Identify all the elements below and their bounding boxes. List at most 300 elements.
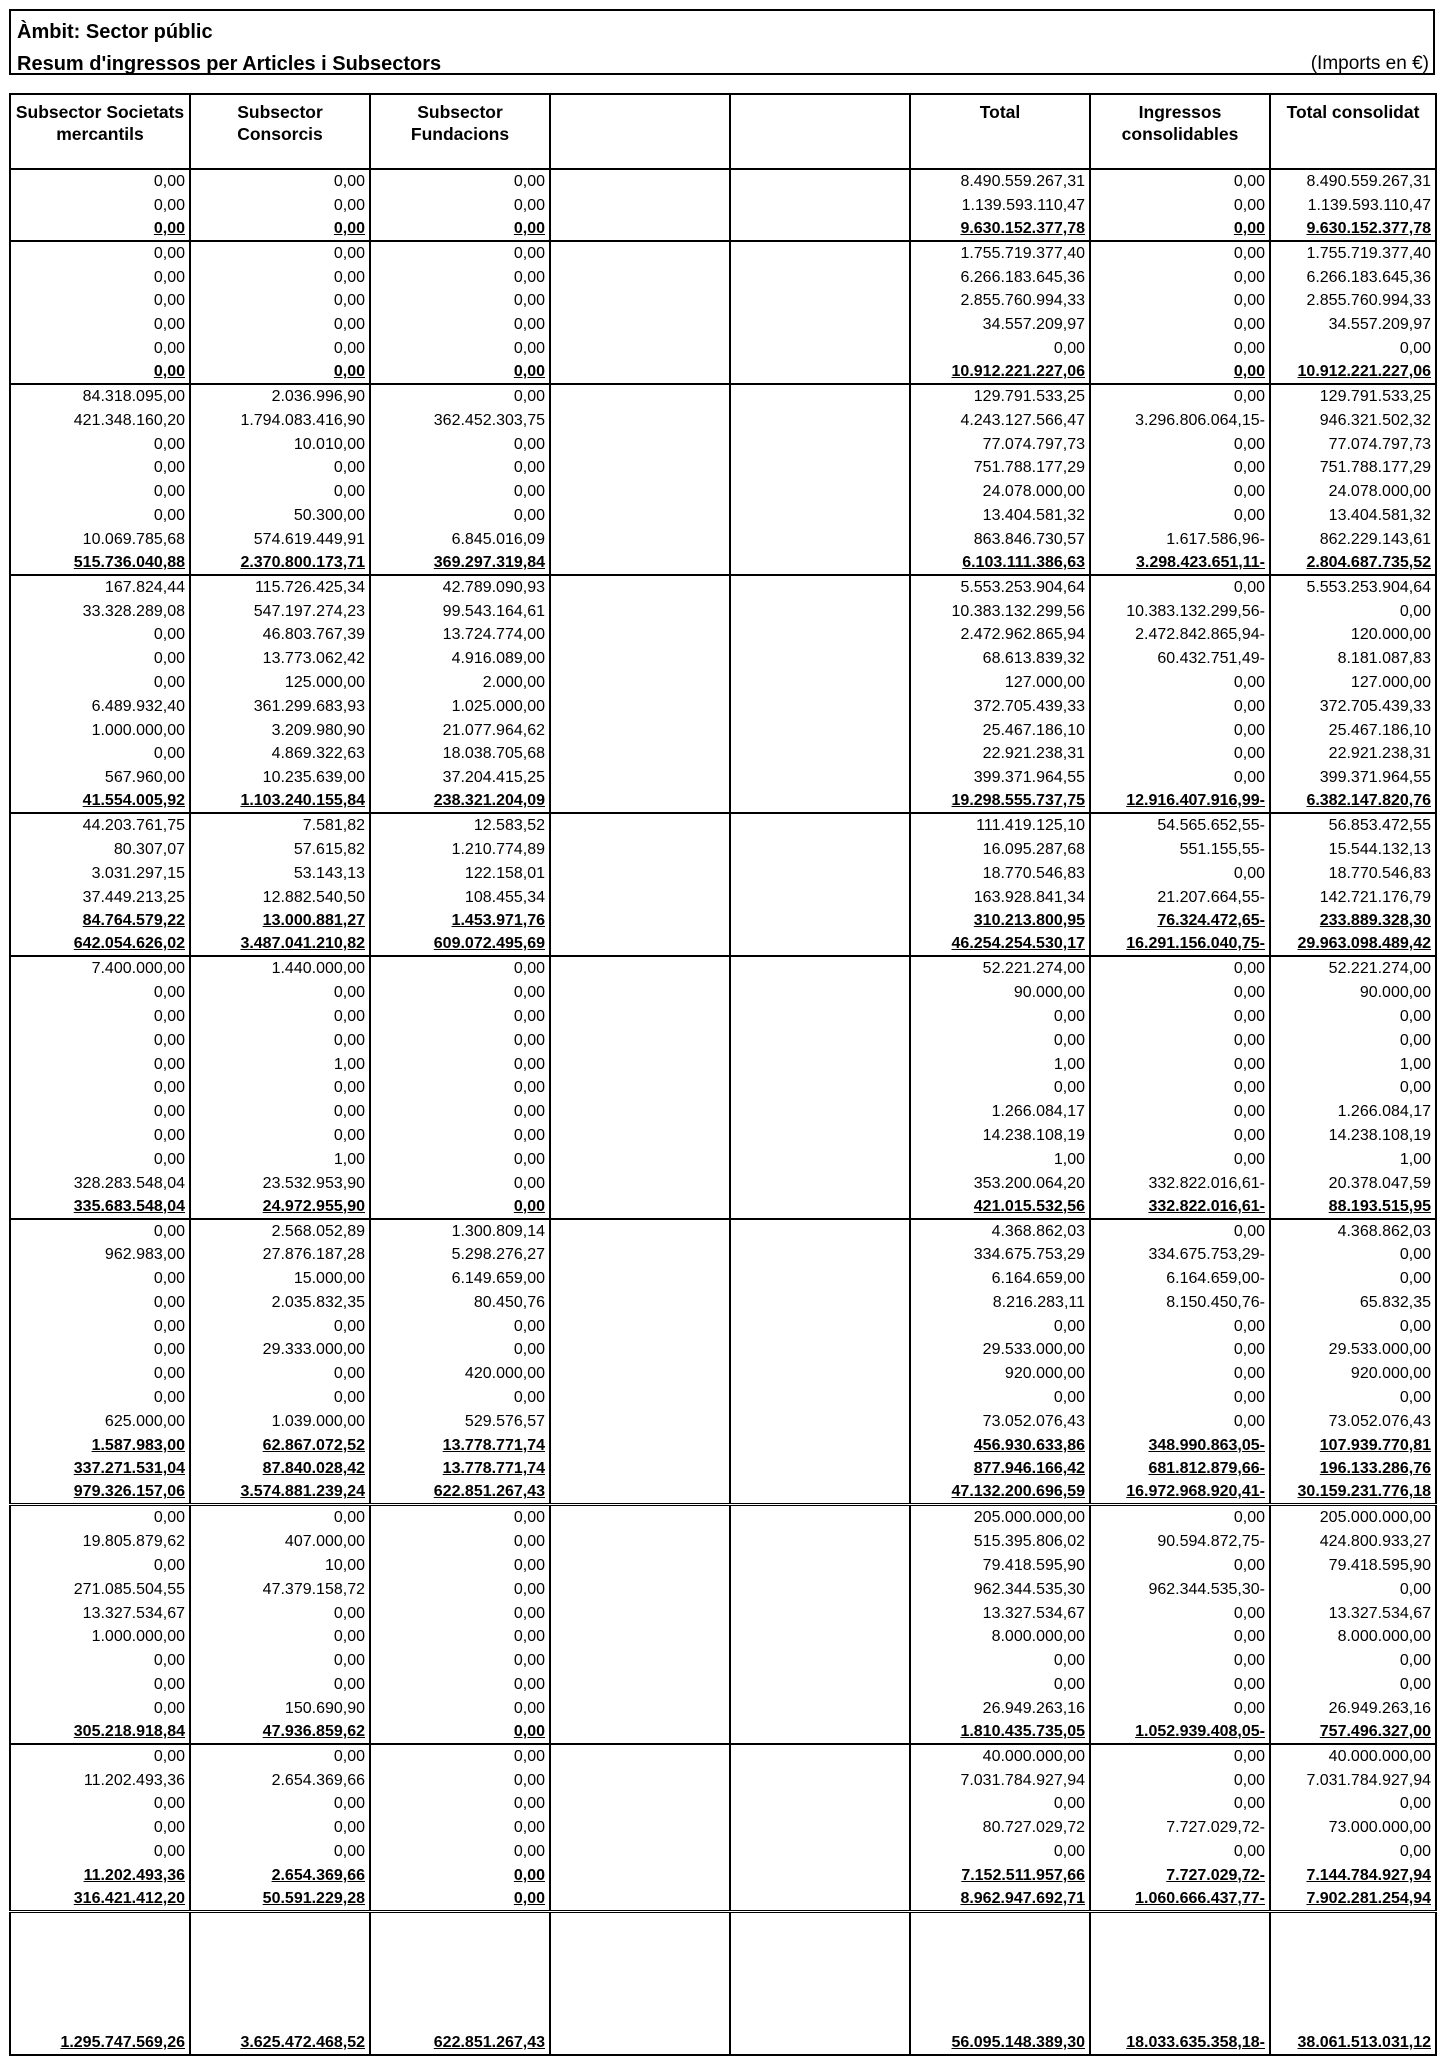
grand-total-cell bbox=[550, 2031, 730, 2055]
table-row bbox=[10, 646, 1436, 670]
table-cell bbox=[550, 1577, 730, 1601]
table-cell: 0,00 bbox=[10, 312, 190, 336]
empty-cell bbox=[10, 1911, 190, 2031]
table-cell: 30.159.231.776,18 bbox=[1270, 1480, 1436, 1505]
table-cell: 0,00 bbox=[10, 1219, 190, 1243]
table-cell: 205.000.000,00 bbox=[1270, 1505, 1436, 1530]
table-row bbox=[10, 1243, 1436, 1267]
table-cell bbox=[550, 1123, 730, 1147]
table-cell bbox=[550, 312, 730, 336]
table-cell bbox=[730, 765, 910, 789]
table-cell bbox=[550, 670, 730, 694]
table-cell: 0,00 bbox=[370, 1601, 550, 1625]
report-title: Àmbit: Sector públic bbox=[17, 21, 213, 43]
table-cell bbox=[730, 837, 910, 861]
table-cell: 0,00 bbox=[370, 1553, 550, 1577]
table-cell bbox=[550, 980, 730, 1004]
table-row bbox=[10, 1505, 1436, 1530]
table-cell: 0,00 bbox=[1270, 1648, 1436, 1672]
table-cell bbox=[550, 1361, 730, 1385]
table-cell: 0,00 bbox=[1090, 193, 1270, 217]
table-cell: 0,00 bbox=[370, 1529, 550, 1553]
table-cell: 335.683.548,04 bbox=[10, 1195, 190, 1219]
table-cell: 0,00 bbox=[10, 1815, 190, 1839]
table-cell: 0,00 bbox=[190, 1601, 370, 1625]
table-cell: 0,00 bbox=[370, 336, 550, 360]
table-cell: 29.333.000,00 bbox=[190, 1338, 370, 1362]
table-cell: 421.348.160,20 bbox=[10, 408, 190, 432]
table-cell bbox=[730, 384, 910, 408]
table-cell: 10.069.785,68 bbox=[10, 527, 190, 551]
table-row bbox=[10, 432, 1436, 456]
table-cell bbox=[550, 336, 730, 360]
table-cell: 10.235.639,00 bbox=[190, 765, 370, 789]
table-row bbox=[10, 861, 1436, 885]
table-cell: 6.266.183.645,36 bbox=[910, 265, 1090, 289]
table-cell: 108.455,34 bbox=[370, 885, 550, 909]
table-cell bbox=[730, 909, 910, 933]
table-row bbox=[10, 1792, 1436, 1816]
table-cell: 0,00 bbox=[910, 1792, 1090, 1816]
table-cell: 18.038.705,68 bbox=[370, 742, 550, 766]
units-label: (Imports en €) bbox=[1310, 53, 1429, 74]
table-cell: 332.822.016,61- bbox=[1090, 1171, 1270, 1195]
col-header-empty-1 bbox=[550, 94, 730, 169]
table-cell: 1.755.719.377,40 bbox=[1270, 241, 1436, 265]
table-cell bbox=[550, 623, 730, 647]
table-cell: 0,00 bbox=[10, 1672, 190, 1696]
table-cell: 90.000,00 bbox=[910, 980, 1090, 1004]
table-cell: 0,00 bbox=[370, 1004, 550, 1028]
table-cell: 0,00 bbox=[370, 241, 550, 265]
table-cell: 0,00 bbox=[1270, 599, 1436, 623]
table-cell: 9.630.152.377,78 bbox=[1270, 217, 1436, 241]
table-cell: 0,00 bbox=[370, 217, 550, 241]
table-cell bbox=[550, 1219, 730, 1243]
table-cell bbox=[730, 718, 910, 742]
table-cell bbox=[730, 265, 910, 289]
table-row bbox=[10, 813, 1436, 837]
table-cell: 40.000.000,00 bbox=[1270, 1744, 1436, 1768]
table-cell: 13.724.774,00 bbox=[370, 623, 550, 647]
table-cell: 0,00 bbox=[1090, 360, 1270, 384]
table-cell bbox=[550, 765, 730, 789]
table-cell: 16.291.156.040,75- bbox=[1090, 932, 1270, 956]
table-row bbox=[10, 479, 1436, 503]
table-cell: 0,00 bbox=[370, 1648, 550, 1672]
table-cell: 0,00 bbox=[1090, 1099, 1270, 1123]
table-cell bbox=[550, 1385, 730, 1409]
table-cell: 0,00 bbox=[1090, 1147, 1270, 1171]
table-cell: 84.318.095,00 bbox=[10, 384, 190, 408]
table-cell bbox=[730, 1863, 910, 1887]
table-cell: 456.930.633,86 bbox=[910, 1433, 1090, 1457]
table-cell: 3.209.980,90 bbox=[190, 718, 370, 742]
table-cell: 0,00 bbox=[1090, 1625, 1270, 1649]
table-cell: 21.207.664,55- bbox=[1090, 885, 1270, 909]
table-cell bbox=[730, 1672, 910, 1696]
table-cell: 0,00 bbox=[190, 1815, 370, 1839]
table-cell: 10.010,00 bbox=[190, 432, 370, 456]
table-cell: 1.300.809,14 bbox=[370, 1219, 550, 1243]
table-cell: 332.822.016,61- bbox=[1090, 1195, 1270, 1219]
table-cell bbox=[730, 408, 910, 432]
table-cell: 12.916.407.916,99- bbox=[1090, 789, 1270, 813]
table-cell: 0,00 bbox=[10, 670, 190, 694]
table-cell: 0,00 bbox=[1090, 1744, 1270, 1768]
table-cell: 1.139.593.110,47 bbox=[910, 193, 1090, 217]
table-cell: 33.328.289,08 bbox=[10, 599, 190, 623]
table-cell: 44.203.761,75 bbox=[10, 813, 190, 837]
table-cell: 4.243.127.566,47 bbox=[910, 408, 1090, 432]
table-cell: 0,00 bbox=[370, 169, 550, 193]
table-row bbox=[10, 1147, 1436, 1171]
table-cell: 79.418.595,90 bbox=[1270, 1553, 1436, 1577]
table-row bbox=[10, 1052, 1436, 1076]
table-cell bbox=[550, 1744, 730, 1768]
table-cell bbox=[550, 742, 730, 766]
table-cell: 47.379.158,72 bbox=[190, 1577, 370, 1601]
table-row bbox=[10, 1338, 1436, 1362]
table-cell: 334.675.753,29- bbox=[1090, 1243, 1270, 1267]
table-cell: 0,00 bbox=[10, 217, 190, 241]
table-cell bbox=[730, 312, 910, 336]
table-cell: 1.794.083.416,90 bbox=[190, 408, 370, 432]
table-cell: 0,00 bbox=[1090, 1792, 1270, 1816]
table-cell bbox=[550, 1433, 730, 1457]
table-row bbox=[10, 837, 1436, 861]
table-cell: 1.755.719.377,40 bbox=[910, 241, 1090, 265]
table-cell: 0,00 bbox=[1090, 1505, 1270, 1530]
table-cell: 122.158,01 bbox=[370, 861, 550, 885]
table-cell: 0,00 bbox=[1090, 1601, 1270, 1625]
table-row bbox=[10, 1839, 1436, 1863]
table-cell bbox=[730, 1123, 910, 1147]
table-body bbox=[10, 169, 1436, 2055]
table-cell: 6.149.659,00 bbox=[370, 1266, 550, 1290]
table-cell: 348.990.863,05- bbox=[1090, 1433, 1270, 1457]
table-row bbox=[10, 1171, 1436, 1195]
table-cell: 4.869.322,63 bbox=[190, 742, 370, 766]
table-cell: 5.298.276,27 bbox=[370, 1243, 550, 1267]
table-cell: 5.553.253.904,64 bbox=[910, 575, 1090, 599]
table-cell: 11.202.493,36 bbox=[10, 1863, 190, 1887]
empty-cell bbox=[1090, 1911, 1270, 2031]
table-cell: 0,00 bbox=[190, 1123, 370, 1147]
table-row bbox=[10, 503, 1436, 527]
table-cell: 0,00 bbox=[10, 1290, 190, 1314]
table-cell: 77.074.797,73 bbox=[1270, 432, 1436, 456]
table-cell: 0,00 bbox=[190, 1004, 370, 1028]
table-cell: 920.000,00 bbox=[1270, 1361, 1436, 1385]
table-cell: 50.591.229,28 bbox=[190, 1887, 370, 1912]
table-cell: 1.266.084,17 bbox=[1270, 1099, 1436, 1123]
table-cell: 0,00 bbox=[370, 503, 550, 527]
table-cell bbox=[730, 289, 910, 313]
table-cell bbox=[730, 1266, 910, 1290]
table-cell: 42.789.090,93 bbox=[370, 575, 550, 599]
table-cell: 0,00 bbox=[1090, 1314, 1270, 1338]
table-cell: 0,00 bbox=[370, 289, 550, 313]
table-cell bbox=[550, 1147, 730, 1171]
table-cell: 14.238.108,19 bbox=[1270, 1123, 1436, 1147]
table-cell: 2.654.369,66 bbox=[190, 1768, 370, 1792]
table-cell: 0,00 bbox=[1270, 1243, 1436, 1267]
table-cell: 196.133.286,76 bbox=[1270, 1457, 1436, 1481]
table-cell: 15.000,00 bbox=[190, 1266, 370, 1290]
table-cell bbox=[550, 265, 730, 289]
table-cell: 0,00 bbox=[1090, 956, 1270, 980]
table-cell: 6.164.659,00 bbox=[910, 1266, 1090, 1290]
table-cell bbox=[550, 1625, 730, 1649]
table-cell: 1.810.435.735,05 bbox=[910, 1720, 1090, 1744]
table-cell: 10.383.132.299,56- bbox=[1090, 599, 1270, 623]
table-cell: 79.418.595,90 bbox=[910, 1553, 1090, 1577]
table-cell: 353.200.064,20 bbox=[910, 1171, 1090, 1195]
table-cell: 37.449.213,25 bbox=[10, 885, 190, 909]
table-cell: 920.000,00 bbox=[910, 1361, 1090, 1385]
table-cell: 0,00 bbox=[190, 360, 370, 384]
table-cell: 13.327.534,67 bbox=[1270, 1601, 1436, 1625]
table-cell: 361.299.683,93 bbox=[190, 694, 370, 718]
subtotal-row bbox=[10, 1887, 1436, 1912]
subtotal-row bbox=[10, 909, 1436, 933]
table-cell bbox=[550, 408, 730, 432]
table-cell: 3.031.297,15 bbox=[10, 861, 190, 885]
table-cell: 0,00 bbox=[1090, 265, 1270, 289]
table-cell bbox=[550, 1076, 730, 1100]
table-cell: 20.378.047,59 bbox=[1270, 1171, 1436, 1195]
table-cell: 0,00 bbox=[190, 1385, 370, 1409]
table-cell bbox=[730, 670, 910, 694]
table-cell: 0,00 bbox=[190, 1839, 370, 1863]
table-cell: 80.450,76 bbox=[370, 1290, 550, 1314]
table-cell: 12.583,52 bbox=[370, 813, 550, 837]
table-cell: 0,00 bbox=[1090, 1123, 1270, 1147]
table-cell bbox=[550, 503, 730, 527]
table-cell: 305.218.918,84 bbox=[10, 1720, 190, 1744]
table-cell bbox=[730, 336, 910, 360]
table-cell: 0,00 bbox=[190, 1625, 370, 1649]
table-cell bbox=[550, 289, 730, 313]
table-cell bbox=[550, 384, 730, 408]
table-row bbox=[10, 527, 1436, 551]
table-cell: 316.421.412,20 bbox=[10, 1887, 190, 1912]
table-cell: 609.072.495,69 bbox=[370, 932, 550, 956]
table-cell: 962.983,00 bbox=[10, 1243, 190, 1267]
table-cell: 0,00 bbox=[1090, 670, 1270, 694]
table-cell: 0,00 bbox=[370, 265, 550, 289]
spacer-row bbox=[10, 1911, 1436, 2031]
empty-cell bbox=[190, 1911, 370, 2031]
table-cell bbox=[730, 1887, 910, 1912]
table-cell: 13.778.771,74 bbox=[370, 1457, 550, 1481]
table-cell: 80.727.029,72 bbox=[910, 1815, 1090, 1839]
table-cell: 129.791.533,25 bbox=[910, 384, 1090, 408]
table-cell: 76.324.472,65- bbox=[1090, 909, 1270, 933]
table-cell: 2.855.760.994,33 bbox=[910, 289, 1090, 313]
table-cell: 73.000.000,00 bbox=[1270, 1815, 1436, 1839]
table-cell: 0,00 bbox=[370, 1147, 550, 1171]
table-cell: 4.916.089,00 bbox=[370, 646, 550, 670]
table-row bbox=[10, 1409, 1436, 1433]
table-cell: 0,00 bbox=[190, 980, 370, 1004]
table-cell: 52.221.274,00 bbox=[1270, 956, 1436, 980]
table-cell bbox=[550, 1553, 730, 1577]
table-row bbox=[10, 169, 1436, 193]
table-cell bbox=[730, 1028, 910, 1052]
table-cell bbox=[730, 1696, 910, 1720]
table-cell: 0,00 bbox=[190, 241, 370, 265]
table-cell: 0,00 bbox=[10, 1553, 190, 1577]
table-cell: 372.705.439,33 bbox=[910, 694, 1090, 718]
table-cell: 0,00 bbox=[10, 265, 190, 289]
table-cell: 0,00 bbox=[190, 1792, 370, 1816]
table-cell: 0,00 bbox=[10, 360, 190, 384]
table-cell bbox=[550, 1171, 730, 1195]
table-cell: 0,00 bbox=[1090, 1076, 1270, 1100]
table-cell: 1.060.666.437,77- bbox=[1090, 1887, 1270, 1912]
table-cell: 37.204.415,25 bbox=[370, 765, 550, 789]
table-cell bbox=[730, 1792, 910, 1816]
table-cell: 0,00 bbox=[190, 312, 370, 336]
table-cell: 310.213.800,95 bbox=[910, 909, 1090, 933]
table-cell: 23.532.953,90 bbox=[190, 1171, 370, 1195]
table-cell bbox=[550, 456, 730, 480]
table-cell: 99.543.164,61 bbox=[370, 599, 550, 623]
table-cell bbox=[550, 193, 730, 217]
table-cell: 862.229.143,61 bbox=[1270, 527, 1436, 551]
table-cell: 10.383.132.299,56 bbox=[910, 599, 1090, 623]
table-cell bbox=[730, 1744, 910, 1768]
table-cell: 73.052.076,43 bbox=[910, 1409, 1090, 1433]
table-cell: 73.052.076,43 bbox=[1270, 1409, 1436, 1433]
table-cell bbox=[730, 1195, 910, 1219]
table-cell: 14.238.108,19 bbox=[910, 1123, 1090, 1147]
table-cell: 57.615,82 bbox=[190, 837, 370, 861]
table-row bbox=[10, 1601, 1436, 1625]
table-row bbox=[10, 456, 1436, 480]
table-cell: 7.400.000,00 bbox=[10, 956, 190, 980]
table-cell: 399.371.964,55 bbox=[910, 765, 1090, 789]
table-cell: 127.000,00 bbox=[910, 670, 1090, 694]
table-cell: 34.557.209,97 bbox=[1270, 312, 1436, 336]
table-cell bbox=[730, 1815, 910, 1839]
table-cell: 0,00 bbox=[190, 169, 370, 193]
table-cell: 0,00 bbox=[10, 1792, 190, 1816]
table-cell bbox=[550, 1195, 730, 1219]
col-header-consorcis: Subsector Consorcis bbox=[190, 94, 370, 169]
col-header-societats: Subsector Societats mercantils bbox=[10, 94, 190, 169]
table-cell bbox=[550, 1815, 730, 1839]
empty-cell bbox=[370, 1911, 550, 2031]
table-cell: 0,00 bbox=[1270, 1672, 1436, 1696]
table-cell: 962.344.535,30 bbox=[910, 1577, 1090, 1601]
table-cell: 0,00 bbox=[1090, 1839, 1270, 1863]
table-cell: 1.103.240.155,84 bbox=[190, 789, 370, 813]
table-cell: 0,00 bbox=[10, 1385, 190, 1409]
table-cell bbox=[730, 813, 910, 837]
table-cell: 0,00 bbox=[10, 1147, 190, 1171]
table-cell: 0,00 bbox=[370, 384, 550, 408]
table-cell bbox=[730, 1314, 910, 1338]
table-cell: 8.490.559.267,31 bbox=[1270, 169, 1436, 193]
table-cell bbox=[550, 1409, 730, 1433]
table-cell bbox=[550, 837, 730, 861]
table-cell bbox=[550, 1863, 730, 1887]
table-cell: 0,00 bbox=[10, 1314, 190, 1338]
table-cell: 2.035.832,35 bbox=[190, 1290, 370, 1314]
table-cell: 0,00 bbox=[1090, 765, 1270, 789]
table-cell: 681.812.879,66- bbox=[1090, 1457, 1270, 1481]
table-cell bbox=[730, 1004, 910, 1028]
table-cell: 334.675.753,29 bbox=[910, 1243, 1090, 1267]
table-cell: 0,00 bbox=[370, 1076, 550, 1100]
table-cell bbox=[730, 1625, 910, 1649]
table-row bbox=[10, 765, 1436, 789]
table-row bbox=[10, 1076, 1436, 1100]
table-cell bbox=[730, 742, 910, 766]
table-cell: 0,00 bbox=[10, 1839, 190, 1863]
col-header-empty-2 bbox=[730, 94, 910, 169]
table-cell bbox=[550, 575, 730, 599]
empty-cell bbox=[1270, 1911, 1436, 2031]
table-cell: 1.266.084,17 bbox=[910, 1099, 1090, 1123]
table-cell: 80.307,07 bbox=[10, 837, 190, 861]
table-row bbox=[10, 1385, 1436, 1409]
subtotal-row bbox=[10, 217, 1436, 241]
table-cell: 7.152.511.957,66 bbox=[910, 1863, 1090, 1887]
table-cell: 421.015.532,56 bbox=[910, 1195, 1090, 1219]
table-cell: 962.344.535,30- bbox=[1090, 1577, 1270, 1601]
table-cell: 4.368.862,03 bbox=[910, 1219, 1090, 1243]
table-cell: 7.727.029,72- bbox=[1090, 1863, 1270, 1887]
table-row bbox=[10, 1361, 1436, 1385]
table-cell: 362.452.303,75 bbox=[370, 408, 550, 432]
table-cell: 29.533.000,00 bbox=[1270, 1338, 1436, 1362]
table-cell: 0,00 bbox=[10, 1338, 190, 1362]
table-cell: 29.533.000,00 bbox=[910, 1338, 1090, 1362]
table-cell bbox=[730, 599, 910, 623]
table-cell: 1,00 bbox=[1270, 1052, 1436, 1076]
table-cell: 163.928.841,34 bbox=[910, 885, 1090, 909]
table-cell: 0,00 bbox=[190, 456, 370, 480]
table-row bbox=[10, 265, 1436, 289]
grand-total-cell: 622.851.267,43 bbox=[370, 2031, 550, 2055]
table-cell: 0,00 bbox=[1090, 718, 1270, 742]
table-cell: 0,00 bbox=[910, 1028, 1090, 1052]
table-cell: 0,00 bbox=[10, 336, 190, 360]
table-cell: 19.805.879,62 bbox=[10, 1529, 190, 1553]
table-cell: 0,00 bbox=[190, 217, 370, 241]
table-cell bbox=[730, 1648, 910, 1672]
table-cell: 2.370.800.173,71 bbox=[190, 551, 370, 575]
table-cell: 529.576,57 bbox=[370, 1409, 550, 1433]
table-cell bbox=[730, 1768, 910, 1792]
table-cell: 0,00 bbox=[1090, 1004, 1270, 1028]
table-cell: 0,00 bbox=[190, 1648, 370, 1672]
table-cell: 0,00 bbox=[370, 193, 550, 217]
table-cell: 0,00 bbox=[1090, 336, 1270, 360]
table-row bbox=[10, 1768, 1436, 1792]
table-row bbox=[10, 193, 1436, 217]
table-cell bbox=[730, 1529, 910, 1553]
table-cell: 8.000.000,00 bbox=[910, 1625, 1090, 1649]
table-row bbox=[10, 623, 1436, 647]
table-cell: 0,00 bbox=[190, 265, 370, 289]
col-header-fundacions: Subsector Fundacions bbox=[370, 94, 550, 169]
table-cell: 6.845.016,09 bbox=[370, 527, 550, 551]
